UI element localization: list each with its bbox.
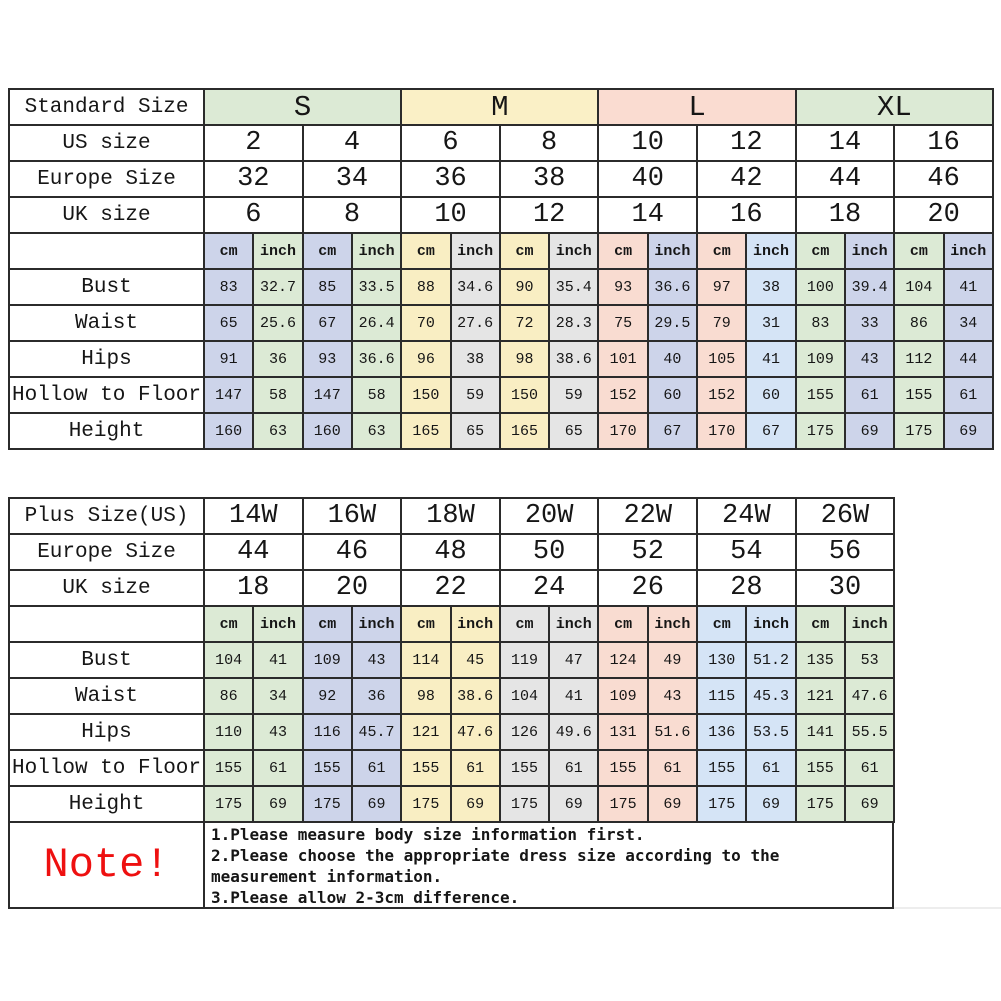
note-section	[8, 821, 894, 909]
size-group-header: 26W	[796, 498, 895, 534]
value-cm: 115	[697, 678, 746, 714]
value-inch: 65	[549, 413, 598, 449]
value-inch: 67	[648, 413, 697, 449]
size-value: 20	[303, 570, 402, 606]
value-inch: 61	[549, 750, 598, 786]
value-inch: 59	[451, 377, 500, 413]
unit-inch-header: inch	[746, 233, 795, 269]
value-cm: 90	[500, 269, 549, 305]
value-inch: 59	[549, 377, 598, 413]
value-cm: 100	[796, 269, 845, 305]
value-inch: 44	[944, 341, 993, 377]
row-label	[9, 233, 204, 269]
size-value: 48	[401, 534, 500, 570]
unit-cm-header: cm	[598, 606, 647, 642]
value-inch: 38.6	[451, 678, 500, 714]
value-cm: 155	[697, 750, 746, 786]
row-label: Waist	[9, 678, 204, 714]
note-line: 2.Please choose the appropriate dress size according to the	[211, 846, 780, 865]
value-cm: 175	[204, 786, 253, 822]
value-inch: 61	[648, 750, 697, 786]
size-value: 8	[303, 197, 402, 233]
value-cm: 150	[401, 377, 450, 413]
scan-shadow-line	[894, 907, 1001, 909]
value-cm: 105	[697, 341, 746, 377]
value-inch: 69	[845, 786, 894, 822]
value-inch: 26.4	[352, 305, 401, 341]
size-value: 44	[796, 161, 895, 197]
value-cm: 109	[303, 642, 352, 678]
row-label: Hips	[9, 714, 204, 750]
row-label: Hips	[9, 341, 204, 377]
size-group-header: S	[204, 89, 401, 125]
value-cm: 101	[598, 341, 647, 377]
size-group-header: 24W	[697, 498, 796, 534]
value-cm: 126	[500, 714, 549, 750]
row-label: Height	[9, 786, 204, 822]
value-inch: 34	[944, 305, 993, 341]
value-inch: 58	[253, 377, 302, 413]
size-value: 28	[697, 570, 796, 606]
value-cm: 98	[500, 341, 549, 377]
value-inch: 69	[549, 786, 598, 822]
size-value: 12	[500, 197, 599, 233]
value-cm: 170	[598, 413, 647, 449]
value-inch: 45	[451, 642, 500, 678]
value-cm: 114	[401, 642, 450, 678]
value-inch: 53.5	[746, 714, 795, 750]
size-value: 8	[500, 125, 599, 161]
corner-label: Plus Size(US)	[9, 498, 204, 534]
value-cm: 165	[401, 413, 450, 449]
size-value: 40	[598, 161, 697, 197]
size-group-header: L	[598, 89, 795, 125]
value-inch: 36.6	[352, 341, 401, 377]
value-inch: 69	[352, 786, 401, 822]
value-cm: 124	[598, 642, 647, 678]
value-inch: 61	[253, 750, 302, 786]
value-cm: 86	[204, 678, 253, 714]
value-cm: 135	[796, 642, 845, 678]
value-cm: 175	[796, 786, 845, 822]
value-inch: 61	[451, 750, 500, 786]
row-label: UK size	[9, 570, 204, 606]
value-inch: 47.6	[451, 714, 500, 750]
value-cm: 83	[796, 305, 845, 341]
value-inch: 29.5	[648, 305, 697, 341]
value-cm: 121	[401, 714, 450, 750]
value-inch: 41	[944, 269, 993, 305]
row-label: Europe Size	[9, 161, 204, 197]
value-cm: 110	[204, 714, 253, 750]
value-cm: 112	[894, 341, 943, 377]
size-value: 52	[598, 534, 697, 570]
size-value: 54	[697, 534, 796, 570]
unit-inch-header: inch	[746, 606, 795, 642]
unit-inch-header: inch	[549, 233, 598, 269]
value-cm: 141	[796, 714, 845, 750]
value-inch: 39.4	[845, 269, 894, 305]
size-value: 42	[697, 161, 796, 197]
unit-cm-header: cm	[204, 606, 253, 642]
size-value: 32	[204, 161, 303, 197]
size-value: 6	[204, 197, 303, 233]
value-inch: 61	[845, 750, 894, 786]
unit-cm-header: cm	[598, 233, 647, 269]
row-label: Bust	[9, 269, 204, 305]
value-cm: 175	[796, 413, 845, 449]
value-cm: 170	[697, 413, 746, 449]
value-inch: 45.7	[352, 714, 401, 750]
size-group-header: 20W	[500, 498, 599, 534]
value-cm: 65	[204, 305, 253, 341]
note-line: 1.Please measure body size information first.	[211, 825, 645, 844]
size-value: 18	[204, 570, 303, 606]
value-cm: 92	[303, 678, 352, 714]
value-inch: 63	[352, 413, 401, 449]
size-value: 50	[500, 534, 599, 570]
value-cm: 75	[598, 305, 647, 341]
size-group-header: 14W	[204, 498, 303, 534]
row-label: UK size	[9, 197, 204, 233]
size-value: 24	[500, 570, 599, 606]
size-value: 4	[303, 125, 402, 161]
value-inch: 61	[352, 750, 401, 786]
value-inch: 36	[253, 341, 302, 377]
value-cm: 155	[894, 377, 943, 413]
unit-cm-header: cm	[303, 606, 352, 642]
size-value: 38	[500, 161, 599, 197]
row-label: Europe Size	[9, 534, 204, 570]
value-inch: 38	[451, 341, 500, 377]
value-cm: 93	[598, 269, 647, 305]
value-cm: 155	[303, 750, 352, 786]
value-inch: 69	[451, 786, 500, 822]
value-inch: 67	[746, 413, 795, 449]
value-inch: 55.5	[845, 714, 894, 750]
value-cm: 119	[500, 642, 549, 678]
unit-cm-header: cm	[303, 233, 352, 269]
value-cm: 88	[401, 269, 450, 305]
value-inch: 43	[352, 642, 401, 678]
value-inch: 38	[746, 269, 795, 305]
value-inch: 47	[549, 642, 598, 678]
value-inch: 41	[253, 642, 302, 678]
value-inch: 63	[253, 413, 302, 449]
unit-cm-header: cm	[401, 606, 450, 642]
unit-inch-header: inch	[648, 233, 697, 269]
unit-inch-header: inch	[549, 606, 598, 642]
value-inch: 41	[746, 341, 795, 377]
value-cm: 109	[796, 341, 845, 377]
value-inch: 33	[845, 305, 894, 341]
plus-size-table-mount	[8, 497, 895, 823]
value-inch: 51.2	[746, 642, 795, 678]
value-cm: 155	[796, 750, 845, 786]
unit-inch-header: inch	[845, 606, 894, 642]
plus-size-table-area	[8, 497, 895, 909]
value-cm: 155	[401, 750, 450, 786]
value-cm: 72	[500, 305, 549, 341]
value-cm: 147	[204, 377, 253, 413]
size-group-header: 16W	[303, 498, 402, 534]
value-cm: 79	[697, 305, 746, 341]
unit-cm-header: cm	[500, 606, 549, 642]
value-inch: 43	[845, 341, 894, 377]
size-group-header: M	[401, 89, 598, 125]
value-inch: 40	[648, 341, 697, 377]
unit-cm-header: cm	[796, 233, 845, 269]
size-value: 14	[796, 125, 895, 161]
value-inch: 65	[451, 413, 500, 449]
unit-cm-header: cm	[697, 606, 746, 642]
value-inch: 51.6	[648, 714, 697, 750]
row-label: Hollow to Floor	[9, 750, 204, 786]
value-inch: 69	[944, 413, 993, 449]
value-inch: 69	[746, 786, 795, 822]
value-cm: 91	[204, 341, 253, 377]
unit-inch-header: inch	[451, 606, 500, 642]
value-cm: 83	[204, 269, 253, 305]
value-cm: 160	[303, 413, 352, 449]
size-group-header: 22W	[598, 498, 697, 534]
value-inch: 35.4	[549, 269, 598, 305]
size-value: 6	[401, 125, 500, 161]
value-inch: 34.6	[451, 269, 500, 305]
value-inch: 34	[253, 678, 302, 714]
note-body	[205, 823, 892, 907]
unit-cm-header: cm	[204, 233, 253, 269]
size-value: 34	[303, 161, 402, 197]
row-label: Bust	[9, 642, 204, 678]
row-label: Waist	[9, 305, 204, 341]
unit-cm-header: cm	[401, 233, 450, 269]
unit-inch-header: inch	[253, 606, 302, 642]
value-cm: 175	[401, 786, 450, 822]
value-cm: 155	[204, 750, 253, 786]
row-label: US size	[9, 125, 204, 161]
size-value: 22	[401, 570, 500, 606]
value-cm: 98	[401, 678, 450, 714]
value-cm: 152	[598, 377, 647, 413]
size-value: 46	[894, 161, 993, 197]
value-inch: 28.3	[549, 305, 598, 341]
unit-cm-header: cm	[500, 233, 549, 269]
value-cm: 155	[796, 377, 845, 413]
value-cm: 175	[598, 786, 647, 822]
unit-inch-header: inch	[253, 233, 302, 269]
value-inch: 49	[648, 642, 697, 678]
value-cm: 96	[401, 341, 450, 377]
size-value: 30	[796, 570, 895, 606]
size-value: 26	[598, 570, 697, 606]
row-label: Hollow to Floor	[9, 377, 204, 413]
value-inch: 36	[352, 678, 401, 714]
unit-inch-header: inch	[451, 233, 500, 269]
value-cm: 93	[303, 341, 352, 377]
size-value: 56	[796, 534, 895, 570]
value-inch: 61	[746, 750, 795, 786]
size-value: 10	[401, 197, 500, 233]
value-cm: 152	[697, 377, 746, 413]
value-cm: 67	[303, 305, 352, 341]
value-inch: 61	[944, 377, 993, 413]
size-value: 44	[204, 534, 303, 570]
standard-size-table-area	[8, 88, 994, 450]
value-inch: 45.3	[746, 678, 795, 714]
plus-size-table	[8, 497, 895, 823]
value-inch: 41	[549, 678, 598, 714]
row-label	[9, 606, 204, 642]
note-line: 3.Please allow 2-3cm difference.	[211, 888, 520, 907]
value-cm: 131	[598, 714, 647, 750]
note-line: measurement information.	[211, 867, 443, 886]
value-cm: 155	[500, 750, 549, 786]
value-cm: 97	[697, 269, 746, 305]
value-inch: 53	[845, 642, 894, 678]
size-value: 16	[697, 197, 796, 233]
unit-inch-header: inch	[845, 233, 894, 269]
value-inch: 38.6	[549, 341, 598, 377]
value-inch: 31	[746, 305, 795, 341]
value-cm: 175	[894, 413, 943, 449]
value-inch: 27.6	[451, 305, 500, 341]
unit-inch-header: inch	[648, 606, 697, 642]
row-label: Height	[9, 413, 204, 449]
value-cm: 116	[303, 714, 352, 750]
size-value: 20	[894, 197, 993, 233]
value-cm: 175	[697, 786, 746, 822]
value-inch: 60	[648, 377, 697, 413]
value-cm: 104	[204, 642, 253, 678]
value-inch: 33.5	[352, 269, 401, 305]
value-cm: 85	[303, 269, 352, 305]
size-value: 12	[697, 125, 796, 161]
value-inch: 25.6	[253, 305, 302, 341]
unit-cm-header: cm	[796, 606, 845, 642]
size-group-header: 18W	[401, 498, 500, 534]
value-inch: 49.6	[549, 714, 598, 750]
value-inch: 69	[845, 413, 894, 449]
value-inch: 47.6	[845, 678, 894, 714]
size-group-header: XL	[796, 89, 993, 125]
unit-inch-header: inch	[352, 606, 401, 642]
size-value: 46	[303, 534, 402, 570]
value-cm: 175	[303, 786, 352, 822]
unit-cm-header: cm	[894, 233, 943, 269]
value-inch: 61	[845, 377, 894, 413]
value-cm: 147	[303, 377, 352, 413]
size-value: 10	[598, 125, 697, 161]
value-inch: 43	[648, 678, 697, 714]
value-cm: 130	[697, 642, 746, 678]
value-cm: 175	[500, 786, 549, 822]
standard-size-table	[8, 88, 994, 450]
value-cm: 155	[598, 750, 647, 786]
unit-cm-header: cm	[697, 233, 746, 269]
value-inch: 58	[352, 377, 401, 413]
size-value: 36	[401, 161, 500, 197]
corner-label: Standard Size	[9, 89, 204, 125]
value-cm: 86	[894, 305, 943, 341]
value-cm: 70	[401, 305, 450, 341]
value-inch: 36.6	[648, 269, 697, 305]
note-title: Note!	[10, 823, 205, 907]
value-inch: 43	[253, 714, 302, 750]
value-cm: 104	[894, 269, 943, 305]
value-inch: 60	[746, 377, 795, 413]
value-cm: 104	[500, 678, 549, 714]
size-value: 16	[894, 125, 993, 161]
value-cm: 150	[500, 377, 549, 413]
value-cm: 165	[500, 413, 549, 449]
size-value: 2	[204, 125, 303, 161]
value-inch: 69	[648, 786, 697, 822]
unit-inch-header: inch	[352, 233, 401, 269]
value-cm: 160	[204, 413, 253, 449]
size-value: 14	[598, 197, 697, 233]
value-inch: 69	[253, 786, 302, 822]
size-value: 18	[796, 197, 895, 233]
value-cm: 136	[697, 714, 746, 750]
unit-inch-header: inch	[944, 233, 993, 269]
value-cm: 109	[598, 678, 647, 714]
value-inch: 32.7	[253, 269, 302, 305]
value-cm: 121	[796, 678, 845, 714]
